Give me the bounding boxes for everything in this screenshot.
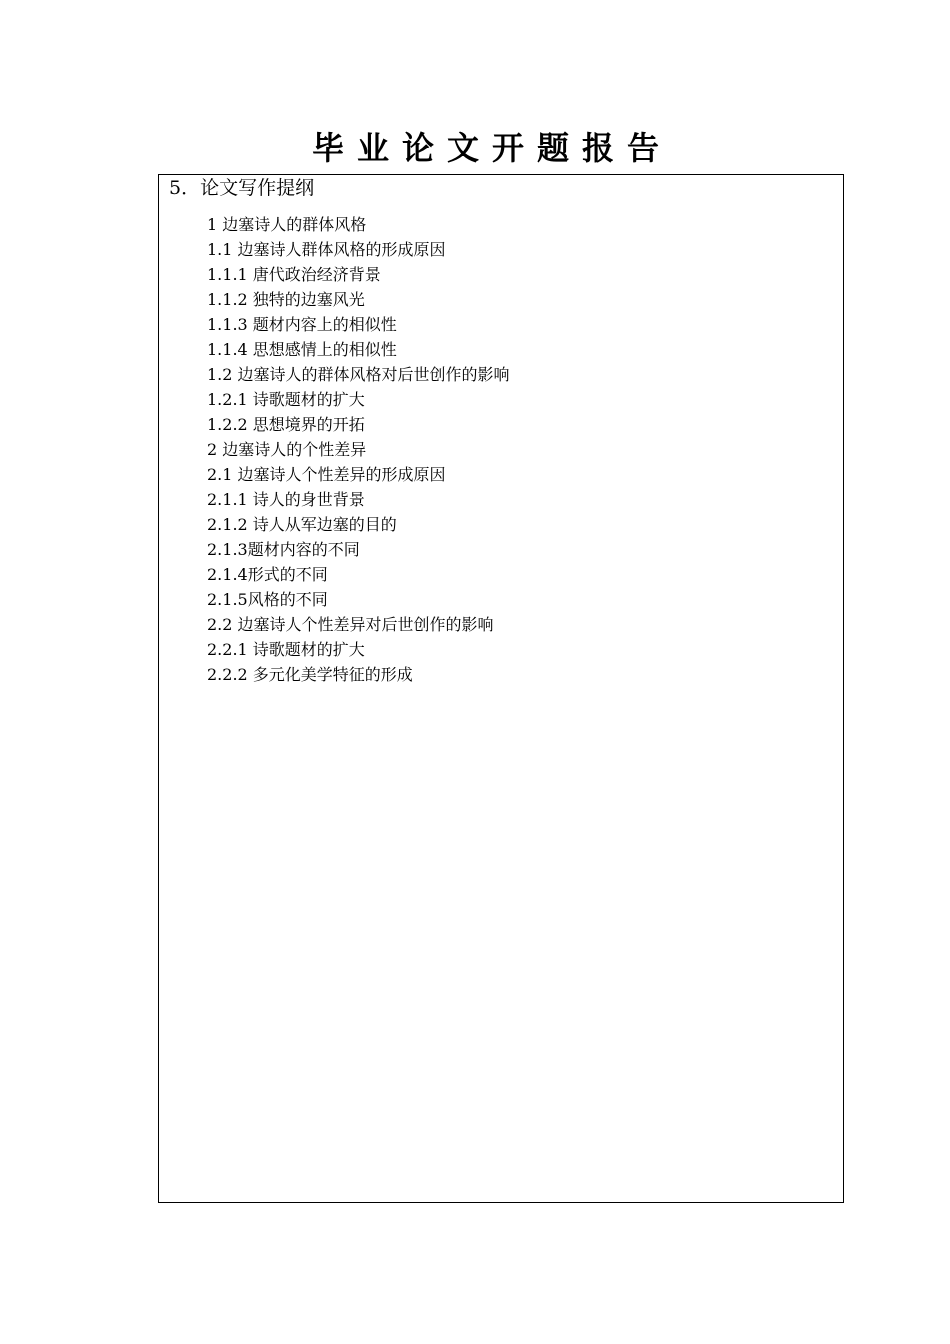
outline-item: 1.1.2 独特的边塞风光: [207, 290, 365, 309]
outline-item: 1.2.1 诗歌题材的扩大: [207, 390, 365, 409]
outline-item: 1.1.1 唐代政治经济背景: [207, 265, 381, 284]
outline-item: 1.2 边塞诗人的群体风格对后世创作的影响: [207, 365, 510, 384]
outline-item: 2.1.3题材内容的不同: [207, 540, 360, 559]
outline-item: 1 边塞诗人的群体风格: [207, 215, 367, 234]
outline-table-cell: [158, 174, 844, 1203]
outline-item: 2.2 边塞诗人个性差异对后世创作的影响: [207, 615, 494, 634]
outline-item: 1.2.2 思想境界的开拓: [207, 415, 365, 434]
outline-item: 2.2.1 诗歌题材的扩大: [207, 640, 365, 659]
outline-item: 1.1 边塞诗人群体风格的形成原因: [207, 240, 446, 259]
outline-item: 1.1.4 思想感情上的相似性: [207, 340, 397, 359]
outline-item: 2.1.5风格的不同: [207, 590, 328, 609]
outline-item: 2 边塞诗人的个性差异: [207, 440, 367, 459]
outline-item: 1.1.3 题材内容上的相似性: [207, 315, 397, 334]
outline-item: 2.1.2 诗人从军边塞的目的: [207, 515, 397, 534]
outline-item: 2.1.1 诗人的身世背景: [207, 490, 365, 509]
outline-item: 2.1 边塞诗人个性差异的形成原因: [207, 465, 446, 484]
outline-item: 2.1.4形式的不同: [207, 565, 328, 584]
page-title: 毕业论文开题报告: [311, 129, 672, 167]
section-heading: 5．论文写作提纲: [169, 177, 315, 199]
outline-list: [207, 212, 510, 687]
outline-item: 2.2.2 多元化美学特征的形成: [207, 665, 413, 684]
